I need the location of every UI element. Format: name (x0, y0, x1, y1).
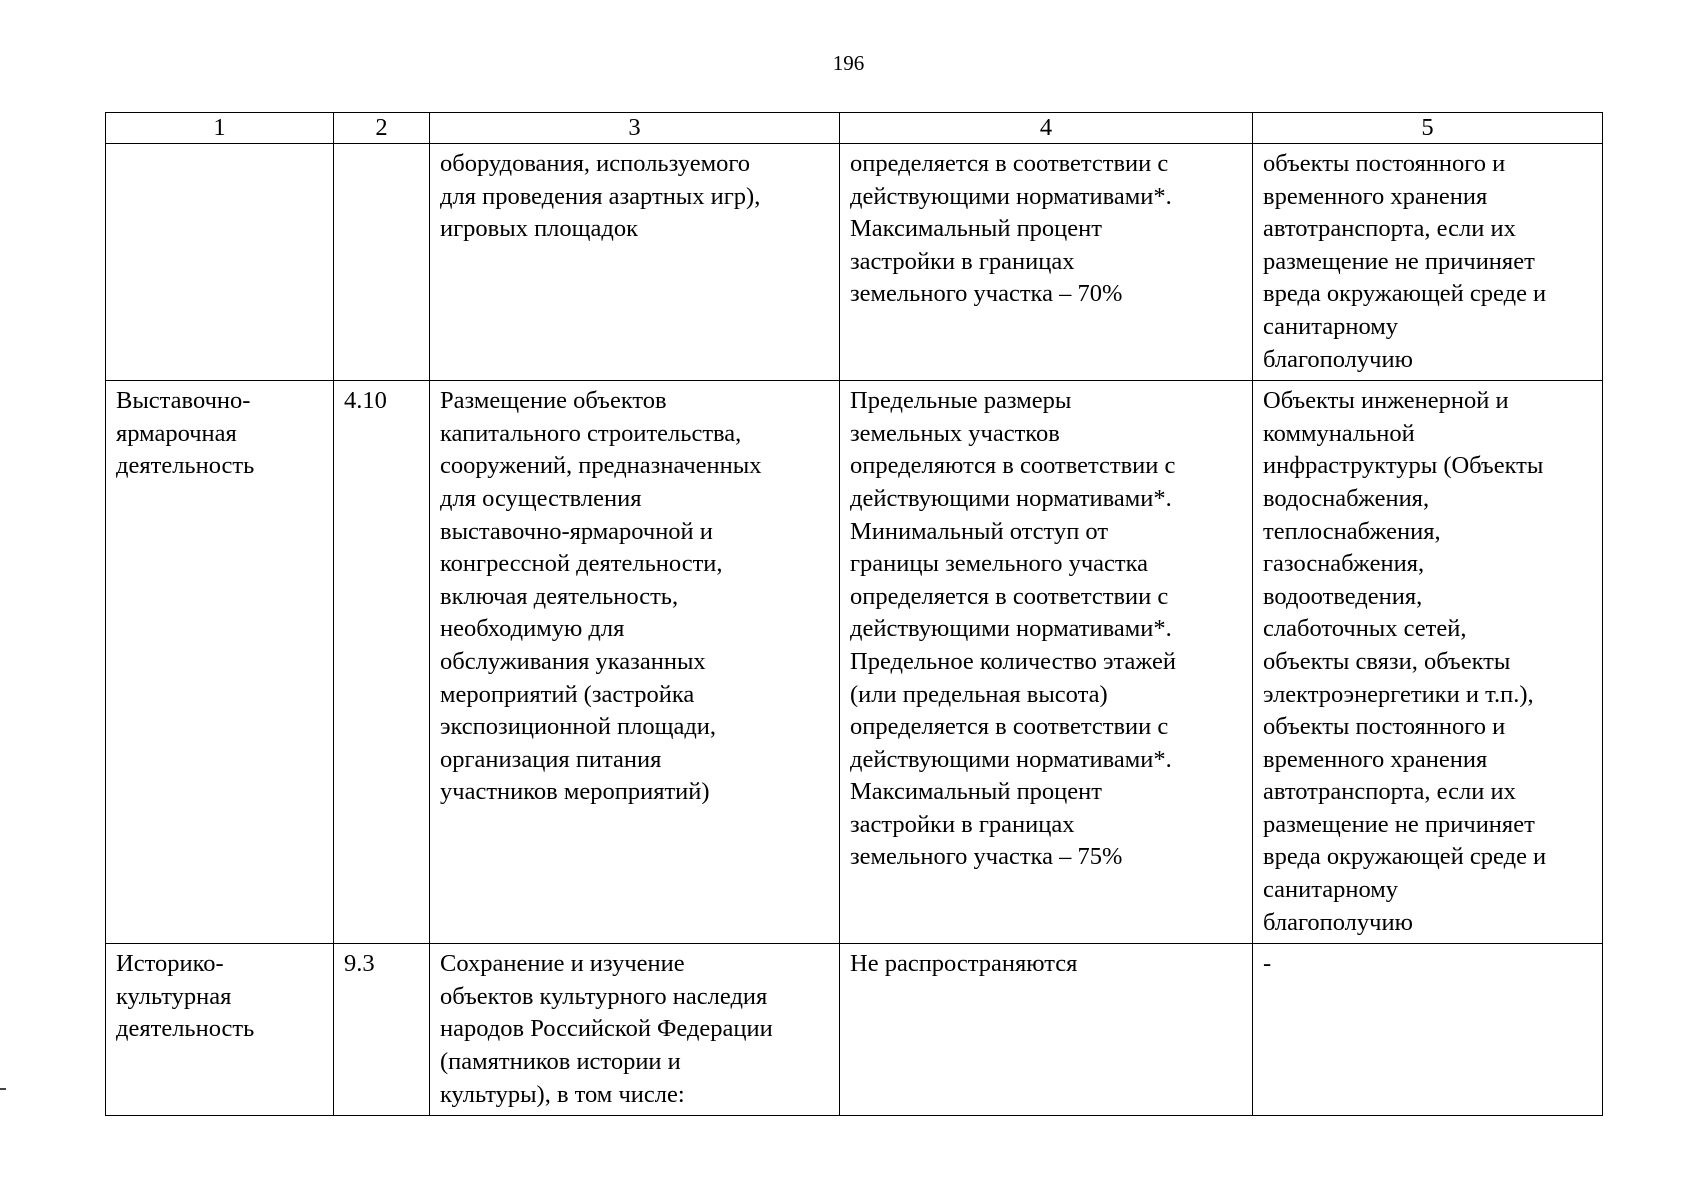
activity-name: Выставочно- ярмарочная деятельность (116, 387, 255, 480)
table-row (106, 944, 1603, 1116)
header-col-1: 1 (106, 113, 334, 144)
auxiliary-uses-text: - (1263, 950, 1272, 978)
parameters-text: Не распространяются (850, 950, 1078, 978)
activity-code-cell (334, 381, 430, 944)
activity-description-cell (430, 144, 840, 381)
table-header-row (106, 113, 1603, 144)
activity-description-cell (430, 381, 840, 944)
auxiliary-uses-cell (1253, 381, 1603, 944)
activity-code-cell (334, 144, 430, 381)
activity-code-cell (334, 944, 430, 1116)
activity-name-cell (106, 381, 334, 944)
activity-description-cell (430, 944, 840, 1116)
parameters-text: Предельные размеры земельных участков определяются в соответствии с действующими нормативами*. Минимальный отступ от границы земельного участка определяется в соответствии с действующими нормативами*. Предельное количество этажей (или предельная высота) определяется в соответствии с действующими нормативами*. Максимальный процент застройки в границах земельного участка – 75% (850, 387, 1176, 871)
auxiliary-uses-text: объекты постоянного и временного хранения автотранспорта, если их размещение не причиняет вреда окружающей среде и санитарному благополучию (1263, 150, 1547, 373)
parameters-cell (840, 381, 1253, 944)
scan-edge-mark (0, 1088, 6, 1090)
auxiliary-uses-cell (1253, 944, 1603, 1116)
header-col-3: 3 (430, 113, 840, 144)
activity-code: 9.3 (344, 950, 375, 978)
auxiliary-uses-cell (1253, 144, 1603, 381)
regulations-table (105, 112, 1603, 1116)
page-number: 196 (832, 51, 865, 75)
auxiliary-uses-text: Объекты инженерной и коммунальной инфраструктуры (Объекты водоснабжения, теплоснабжения, газоснабжения, водоотведения, слаботочных сетей, объекты связи, объекты электроэнергетики и т.п.), объекты постоянного и временного хранения автотранспорта, если их размещение не причиняет вреда окружающей среде и санитарному благополучию (1263, 387, 1547, 936)
activity-name-cell (106, 944, 334, 1116)
header-col-2: 2 (334, 113, 430, 144)
parameters-text: определяется в соответствии с действующими нормативами*. Максимальный процент застройки в границах земельного участка – 70% (850, 150, 1172, 308)
activity-name-cell (106, 144, 334, 381)
header-col-5: 5 (1253, 113, 1603, 144)
activity-description: оборудования, используемого для проведения азартных игр), игровых площадок (440, 150, 761, 243)
table-row (106, 381, 1603, 944)
parameters-cell (840, 944, 1253, 1116)
activity-name: Историко- культурная деятельность (116, 950, 255, 1043)
activity-description: Размещение объектов капитального строительства, сооружений, предназначенных для осуществления выставочно-ярмарочной и конгрессной деятельности, включая деятельность, необходимую для обслуживания указанных мероприятий (застройка экспозиционной площади, организация питания участников мероприятий) (440, 387, 762, 806)
activity-code: 4.10 (344, 387, 387, 415)
header-col-4: 4 (840, 113, 1253, 144)
parameters-cell (840, 144, 1253, 381)
activity-description: Сохранение и изучение объектов культурного наследия народов Российской Федерации (памятников истории и культуры), в том числе: (440, 950, 773, 1108)
table-row (106, 144, 1603, 381)
